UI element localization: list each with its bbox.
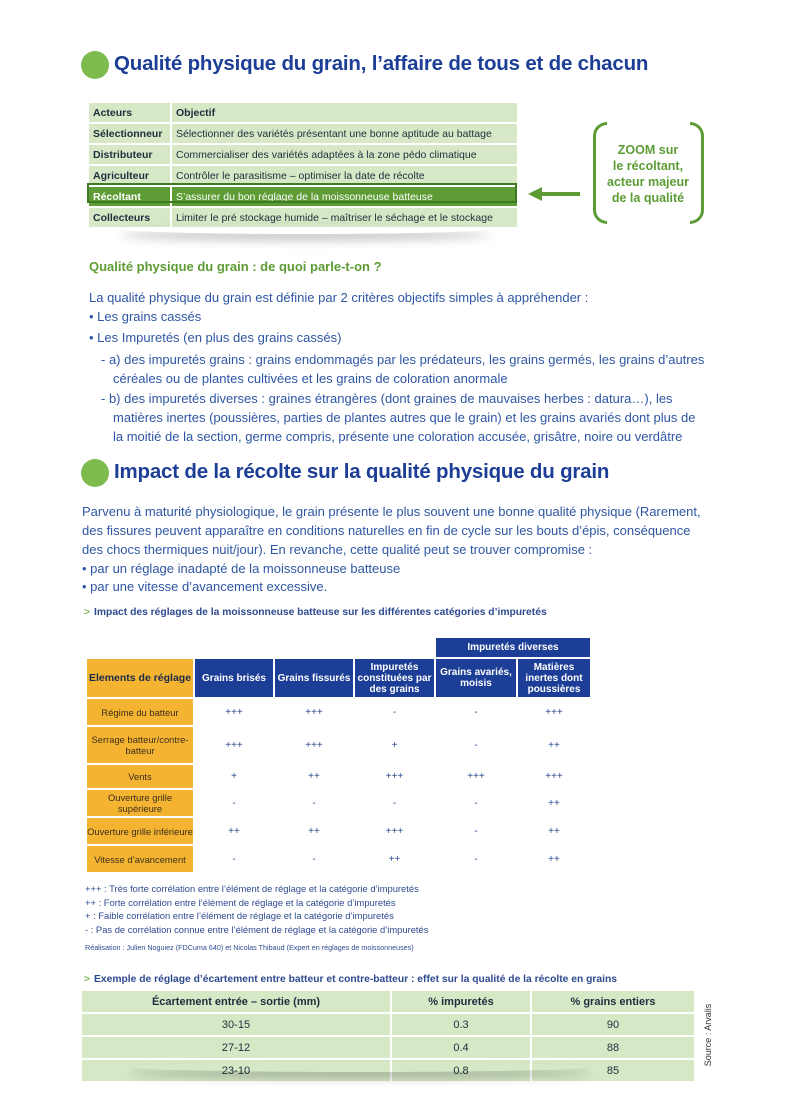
table-cell: 90 <box>531 1013 694 1036</box>
table-header-row <box>87 659 590 697</box>
table-cell: ++ <box>388 853 401 865</box>
table-caption <box>84 974 617 985</box>
table-cell: Sélectionner des variétés présentant une bonne aptitude au battage <box>171 123 517 144</box>
table-header-cell: Grains brisés <box>195 659 273 697</box>
table-cell: 88 <box>531 1036 694 1059</box>
sub-item-line: - a) des impuretés grains : grains endommagés par les prédateurs, les grains germés, les grains d’autres <box>101 352 705 367</box>
paragraph-line: des fissures peuvent apparaître en conditions naturelles en fin de cycle sur les bouts d’épis, conséquence <box>82 523 691 538</box>
table-cell: - <box>474 825 478 837</box>
sub-item <box>101 350 731 388</box>
paragraph-line: des chocs thermiques nuit/jour). En revanche, cette qualité peut se trouver compromise : <box>82 542 593 557</box>
table-cell: 30-15 <box>82 1013 391 1036</box>
table-cell: Agriculteur <box>89 165 171 186</box>
table-cell: 85 <box>531 1059 694 1082</box>
table-cell: +++ <box>385 771 404 782</box>
table-cell: 23-10 <box>82 1059 391 1082</box>
table-cell: +++ <box>305 739 323 751</box>
table-row <box>87 765 590 788</box>
caption-arrow-icon: > <box>84 974 91 985</box>
table-cell: 0.4 <box>391 1036 531 1059</box>
table-cell: 27-12 <box>82 1036 391 1059</box>
table-cell: Ouverture grille supérieure <box>87 790 193 816</box>
table-cell: - <box>232 797 236 809</box>
table-cell: - <box>312 853 316 865</box>
section-bullet-icon <box>81 51 109 79</box>
sub-item <box>101 389 731 446</box>
table-header-row <box>87 638 590 657</box>
table-cell: +++ <box>467 771 485 782</box>
table-cell: ++ <box>548 825 560 837</box>
table-cell: ++ <box>308 771 320 782</box>
table-cell: ++ <box>548 739 560 751</box>
table-cell: - <box>392 706 397 718</box>
paragraph <box>82 502 701 559</box>
table-cell: Sélectionneur <box>89 123 171 144</box>
legend-item: + : Faible corrélation entre l’élément de réglage et la catégorie d’impuretés <box>85 910 394 921</box>
table-cell: Limiter le pré stockage humide – maîtriser le séchage et le stockage <box>171 207 517 228</box>
table-shadow <box>120 224 490 234</box>
zoom-line: ZOOM sur <box>617 143 679 157</box>
table-row <box>87 727 590 763</box>
table-header-cell: Matières inertes dont poussières <box>518 659 590 697</box>
table-cell: +++ <box>305 706 323 718</box>
table-header-row <box>89 103 517 123</box>
sub-item-line: la moitié de la section, germe compris, présente une coloration accusée, grisâtre, noire ou verdâtre <box>113 429 683 444</box>
zoom-callout <box>598 142 698 206</box>
zoom-line: le récoltant, <box>612 159 684 173</box>
list-item-text: Les grains cassés <box>97 309 202 324</box>
table-caption <box>84 607 547 618</box>
table-cell: 0.8 <box>391 1059 531 1082</box>
legend-item: +++ : Très forte corrélation entre l’élément de réglage et la catégorie d’impuretés <box>85 883 419 894</box>
table-cell: Vents <box>87 765 193 788</box>
table-header-cell: Grains avariés, moisis <box>436 659 516 697</box>
list-item-text: par un réglage inadapté de la moissonneuse batteuse <box>90 561 401 576</box>
group-header: Impuretés diverses <box>436 638 590 657</box>
table-cell: ++ <box>548 853 560 865</box>
section-bullet-icon <box>81 459 109 487</box>
table-header-cell: Écartement entrée – sortie (mm) <box>82 991 391 1013</box>
table-cell: + <box>391 739 398 751</box>
table-cell: Distributeur <box>89 144 171 165</box>
paragraph-line: Parvenu à maturité physiologique, le grain présente le plus souvent une bonne qualité physique (Rarement, <box>82 504 701 519</box>
highlight-frame <box>87 183 517 203</box>
zoom-line: de la qualité <box>611 191 685 205</box>
source-note: Source : Arvalis <box>703 1003 713 1067</box>
table-cell: - <box>474 706 478 718</box>
sub-item-line: - b) des impuretés diverses : graines étrangères (dont graines de mauvaises herbes : datura…), les <box>101 391 673 406</box>
zoom-line: acteur majeur <box>607 175 689 189</box>
caption-arrow-icon: > <box>84 607 91 618</box>
subsection-title: Qualité physique du grain : de quoi parle-t-on ? <box>89 259 382 274</box>
caption-text: Exemple de réglage d’écartement entre batteur et contre-batteur : effet sur la qualité de la récolte en grains <box>94 974 618 985</box>
table-header-cell: % impuretés <box>391 991 531 1013</box>
table-row <box>89 144 517 165</box>
table-header-cell: Grains fissurés <box>275 659 353 697</box>
table-cell: Collecteurs <box>89 207 171 228</box>
table-row <box>87 790 590 816</box>
impact-table <box>85 636 592 874</box>
acteurs-table <box>89 103 517 229</box>
table-cell: - <box>232 853 236 865</box>
table-row <box>87 818 590 844</box>
table-cell: +++ <box>545 771 563 782</box>
table-cell: Récoltant <box>89 186 171 207</box>
table-cell: Contrôler le parasitisme – optimiser la date de récolte <box>171 165 517 186</box>
list-item-text: par une vitesse d’avancement excessive. <box>90 579 328 594</box>
legend <box>85 882 428 936</box>
table-cell: 0.3 <box>391 1013 531 1036</box>
section-title: Qualité physique du grain, l’affaire de tous et de chacun <box>114 52 649 75</box>
table-cell: +++ <box>225 706 243 718</box>
list-item: • par un réglage inadapté de la moissonneuse batteuse <box>82 561 401 576</box>
table-shadow <box>130 1062 590 1072</box>
table-header-cell: Impuretés constituées par des grains <box>355 659 434 697</box>
table-cell: - <box>474 853 478 865</box>
section-title: Impact de la récolte sur la qualité physique du grain <box>114 460 610 483</box>
table-header-cell: Elements de réglage <box>87 659 193 697</box>
table-row <box>82 1013 694 1036</box>
table-cell: ++ <box>308 825 320 837</box>
table-cell: ++ <box>228 825 240 837</box>
table-cell: - <box>312 797 316 809</box>
table-cell: +++ <box>225 739 243 751</box>
list-item: • Les grains cassés <box>89 309 202 324</box>
intro-text: La qualité physique du grain est définie par 2 critères objectifs simples à appréhender : <box>89 290 589 305</box>
table-cell: +++ <box>545 706 563 718</box>
table-cell: S’assurer du bon réglage de la moissonneuse batteuse <box>171 186 517 207</box>
table-cell: +++ <box>385 825 404 837</box>
table-row <box>87 846 590 872</box>
legend-item: ++ : Forte corrélation entre l’élément de réglage et la catégorie d’impuretés <box>85 896 396 908</box>
table-cell: - <box>474 797 478 809</box>
table-row <box>87 699 590 725</box>
caption-text: Impact des réglages de la moissonneuse batteuse sur les différentes catégories d’impuretés <box>94 607 547 618</box>
arrow-left-icon <box>528 186 580 202</box>
table-cell: - <box>392 797 397 809</box>
table-cell: ++ <box>548 797 560 809</box>
list-item-text: Les Impuretés (en plus des grains cassés) <box>97 330 342 345</box>
sub-item-line: matières inertes (poussières, parties de plantes autres que le grain) et les grains avariés dont plus de <box>113 410 696 425</box>
table-cell: Régime du batteur <box>87 699 193 725</box>
table-row <box>82 1036 694 1059</box>
table-row <box>89 123 517 144</box>
list-item: • Les Impuretés (en plus des grains cassés) <box>89 330 342 345</box>
credit-text: Réalisation : Julien Noguiez (FDCuma 640) et Nicolas Thibaud (Expert en réglages de moissonneuses) <box>85 943 414 952</box>
table-header-cell: Objectif <box>171 103 517 123</box>
table-header-row <box>82 991 694 1013</box>
table-cell: - <box>474 739 478 751</box>
legend-item: - : Pas de corrélation connue entre l’élément de réglage et la catégorie d’impuretés <box>85 923 429 935</box>
table-cell: Serrage batteur/contre-batteur <box>87 727 193 763</box>
table-cell: Vitesse d’avancement <box>87 846 193 872</box>
sub-item-line: céréales ou de plantes cultivées et les grains de coloration anormale <box>113 371 508 386</box>
list-item: • par une vitesse d’avancement excessive. <box>82 579 328 594</box>
table-cell: Ouverture grille inférieure <box>87 818 193 844</box>
table-header-cell: % grains entiers <box>531 991 694 1013</box>
table-cell: Commercialiser des variétés adaptées à la zone pédo climatique <box>171 144 517 165</box>
table-cell: + <box>231 771 237 782</box>
table-header-cell: Acteurs <box>89 103 171 123</box>
